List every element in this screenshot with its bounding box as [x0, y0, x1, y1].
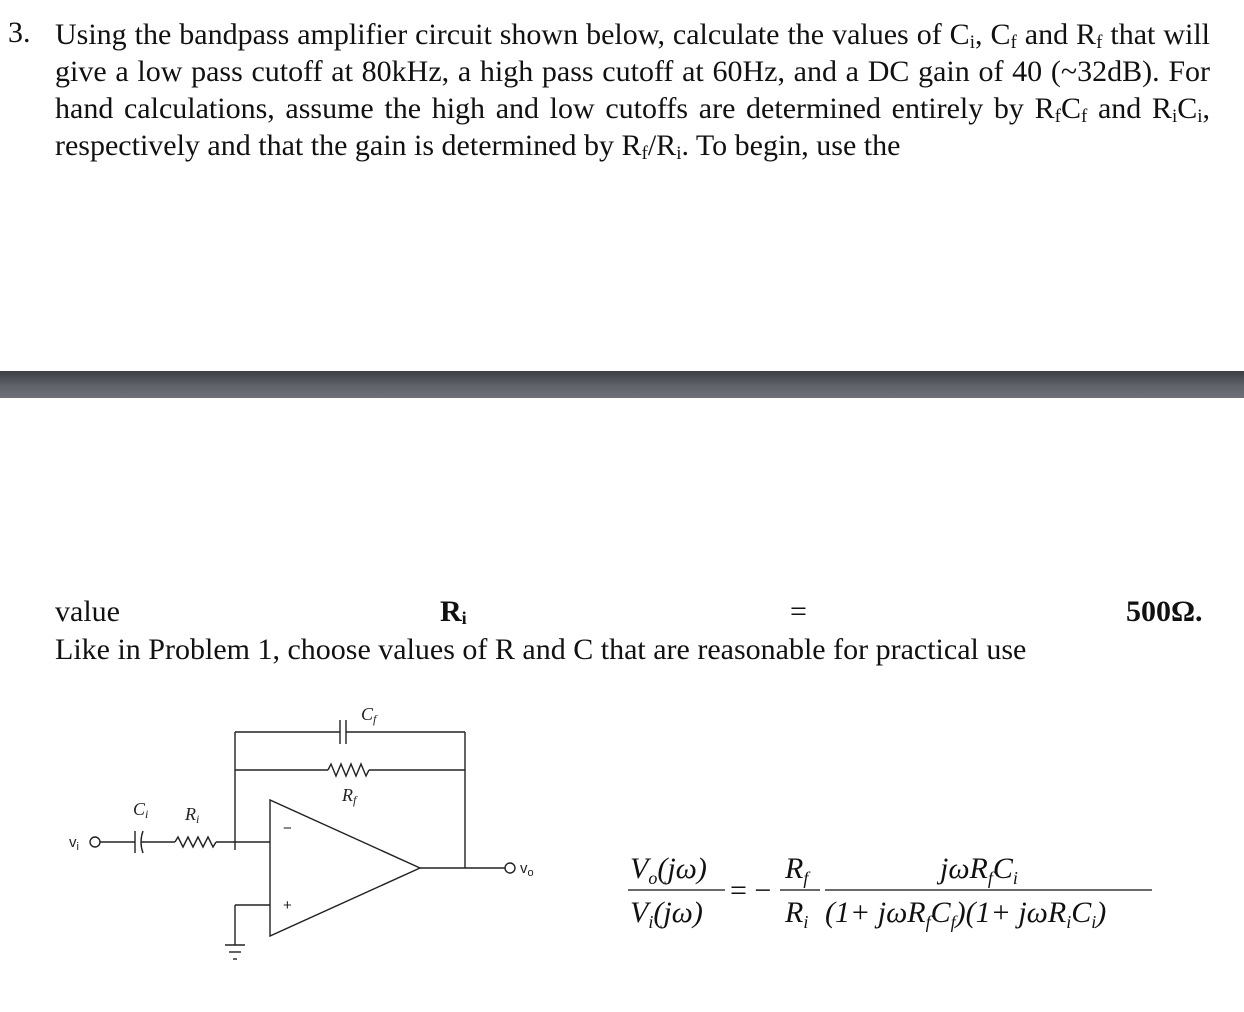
problem-text: Using the bandpass amplifier circuit shown below, calculate the values of $C_i$, $C_f$ and $R_f$ that will give a low pass cutoff at 80kHz, a high pass cutoff at 60Hz, and a DC gain of 40 (~32dB). For hand calculations, assume the high and low cutoffs are determined entirely by $R_fC_f$ and $R_iC_i$, respectively and that the gain is determined by $R_f/R_i$. To begin, use the — [55, 18, 1211, 164]
value-number: 500Ω. — [1126, 595, 1203, 628]
minus-sign: − — [283, 820, 292, 837]
value-equals: = — [790, 595, 807, 628]
ri-label: Ri — [185, 804, 200, 826]
formula-equals: = − — [730, 874, 772, 907]
cf-label: Cf — [361, 704, 377, 726]
formula-rf: $R_f$ — [785, 852, 809, 888]
formula-rhs-numerator: $j\omega R_fC_i$ — [940, 852, 1018, 888]
value-word: value — [55, 595, 120, 628]
rf-label: Rf — [342, 785, 357, 807]
separator-bar — [0, 371, 1244, 398]
formula-denominator: $V_i(j\omega)$ — [630, 896, 703, 932]
problem-number: 3. — [8, 16, 31, 49]
formula-rhs-denominator: $(1+ j\omega R_fC_f)(1+ j\omega R_iC_i)$ — [825, 896, 1107, 932]
value-ri-label: $R_i$ — [440, 595, 467, 628]
formula-numerator: $V_o(j\omega)$ — [630, 852, 707, 888]
formula-ri: $R_i$ — [785, 896, 809, 932]
ci-label: Ci — [133, 799, 149, 821]
vo-label: $v_o$ — [520, 860, 534, 879]
plus-sign: + — [283, 897, 292, 914]
bandpass-circuit-diagram — [55, 700, 575, 970]
vi-label: $v_i$ — [69, 834, 79, 853]
transfer-function-formula — [620, 840, 1180, 950]
practical-note: Like in Problem 1, choose values of R and C that are reasonable for practical use — [55, 633, 1027, 666]
